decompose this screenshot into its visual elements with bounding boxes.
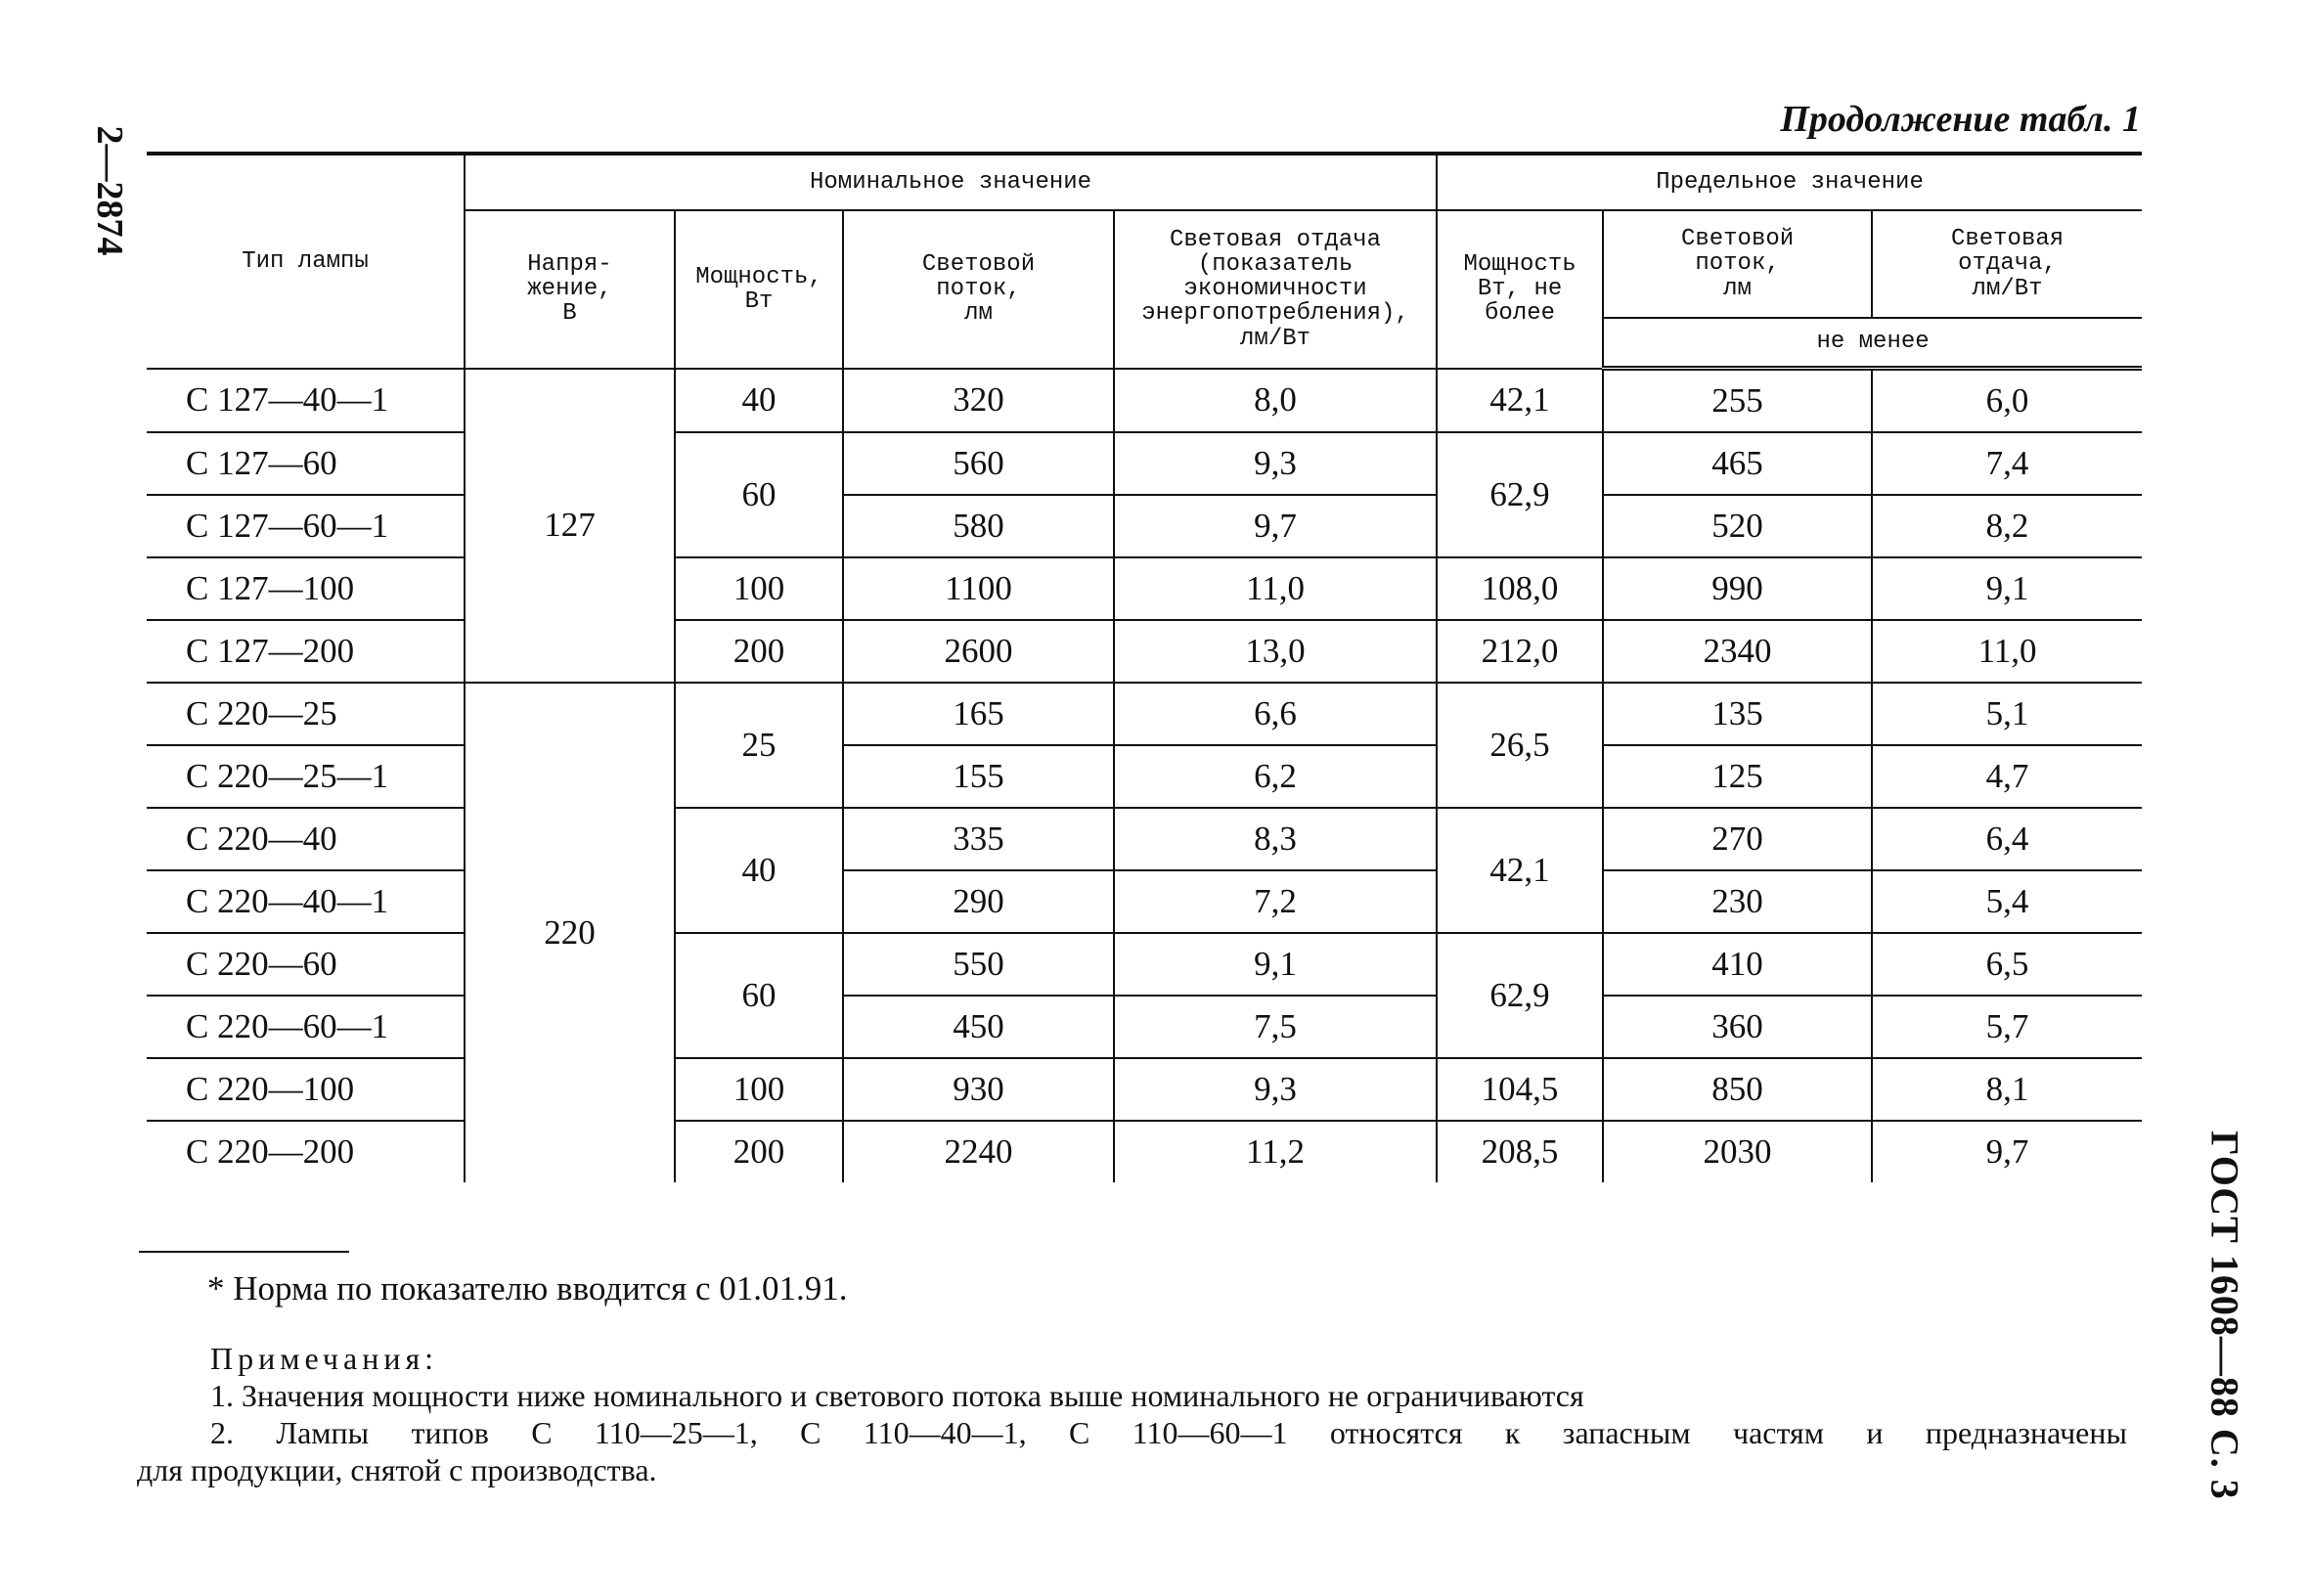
cell-efficacy-min: 7,4 — [1872, 432, 2142, 495]
cell-type: С 127—60—1 — [147, 495, 465, 557]
note-2-line-1: 2. Лампы типов С 110—25—1, С 110—40—1, С 110—60—1 относятся к запасным частям и предназначены — [210, 1415, 2127, 1450]
cell-efficacy-min: 4,7 — [1872, 745, 2142, 808]
cell-efficacy: 9,3 — [1114, 1058, 1437, 1121]
cell-efficacy-min: 5,1 — [1872, 683, 2142, 745]
cell-type: С 220—60 — [147, 933, 465, 996]
cell-power-max: 62,9 — [1437, 432, 1603, 557]
footnote-rule — [139, 1251, 349, 1253]
cell-power: 60 — [675, 432, 843, 557]
cell-efficacy-min: 5,4 — [1872, 870, 2142, 933]
cell-flux-min: 360 — [1603, 996, 1872, 1058]
cell-power-max: 42,1 — [1437, 369, 1603, 433]
header-voltage: Напря- жение, В — [465, 210, 675, 369]
cell-flux: 560 — [843, 432, 1114, 495]
notes-block — [137, 1340, 2127, 1488]
cell-flux: 450 — [843, 996, 1114, 1058]
cell-flux: 550 — [843, 933, 1114, 996]
lamp-parameters-table — [147, 152, 2142, 1182]
cell-flux: 155 — [843, 745, 1114, 808]
page-number-side: 2—2874 — [89, 125, 130, 256]
table-row — [147, 996, 2142, 1058]
header-flux-min: Световой поток, лм — [1603, 210, 1872, 318]
cell-power-max: 212,0 — [1437, 620, 1603, 683]
document-standard-label: ГОСТ 1608—88 С. 3 — [2202, 1130, 2247, 1500]
cell-power: 60 — [675, 933, 843, 1058]
cell-type: С 220—40—1 — [147, 870, 465, 933]
cell-flux: 2600 — [843, 620, 1114, 683]
table-row — [147, 1058, 2142, 1121]
header-flux: Световой поток, лм — [843, 210, 1114, 369]
cell-type: С 220—40 — [147, 808, 465, 870]
cell-efficacy-min: 6,0 — [1872, 369, 2142, 433]
cell-flux-min: 520 — [1603, 495, 1872, 557]
table-row — [147, 620, 2142, 683]
cell-flux-min: 135 — [1603, 683, 1872, 745]
cell-type: С 220—60—1 — [147, 996, 465, 1058]
cell-type: С 127—40—1 — [147, 369, 465, 433]
cell-efficacy-min: 9,1 — [1872, 557, 2142, 620]
table-continuation-caption: Продолжение табл. 1 — [1780, 99, 2141, 140]
notes-heading: Примечания: — [210, 1341, 439, 1376]
cell-power: 200 — [675, 620, 843, 683]
cell-flux: 930 — [843, 1058, 1114, 1121]
cell-flux: 290 — [843, 870, 1114, 933]
table-row — [147, 683, 2142, 745]
cell-efficacy: 6,6 — [1114, 683, 1437, 745]
cell-type: С 220—100 — [147, 1058, 465, 1121]
table-row — [147, 808, 2142, 870]
cell-efficacy: 11,0 — [1114, 557, 1437, 620]
cell-type: С 127—100 — [147, 557, 465, 620]
cell-efficacy-min: 5,7 — [1872, 996, 2142, 1058]
cell-flux-min: 255 — [1603, 369, 1872, 433]
cell-power: 100 — [675, 557, 843, 620]
cell-type: С 220—25 — [147, 683, 465, 745]
cell-efficacy: 13,0 — [1114, 620, 1437, 683]
table-row — [147, 745, 2142, 808]
cell-power: 25 — [675, 683, 843, 808]
note-1: 1. Значения мощности ниже номинального и светового потока выше номинального не ограничиваются — [210, 1378, 1584, 1413]
table-row — [147, 369, 2142, 433]
cell-power-max: 208,5 — [1437, 1121, 1603, 1182]
header-efficacy: Световая отдача (показатель экономичности энергопотребления), лм/Вт — [1114, 210, 1437, 369]
header-nominal-group: Номинальное значение — [465, 154, 1437, 210]
cell-flux-min: 2340 — [1603, 620, 1872, 683]
cell-efficacy: 7,2 — [1114, 870, 1437, 933]
cell-efficacy: 6,2 — [1114, 745, 1437, 808]
footnote: * Норма по показателю вводится с 01.01.91. — [207, 1269, 848, 1308]
table-row — [147, 557, 2142, 620]
cell-efficacy: 9,3 — [1114, 432, 1437, 495]
note-2-line-2: для продукции, снятой с производства. — [137, 1452, 657, 1487]
cell-flux-min: 270 — [1603, 808, 1872, 870]
cell-flux-min: 230 — [1603, 870, 1872, 933]
header-limit-group: Предельное значение — [1437, 154, 2142, 210]
cell-voltage: 127 — [465, 369, 675, 684]
cell-flux-min: 850 — [1603, 1058, 1872, 1121]
cell-flux: 1100 — [843, 557, 1114, 620]
cell-flux: 580 — [843, 495, 1114, 557]
cell-flux: 335 — [843, 808, 1114, 870]
table-row — [147, 432, 2142, 495]
table-row — [147, 495, 2142, 557]
cell-type: С 220—200 — [186, 1132, 355, 1171]
cell-efficacy: 9,7 — [1114, 495, 1437, 557]
cell-flux: 320 — [843, 369, 1114, 433]
cell-efficacy-min: 6,5 — [1872, 933, 2142, 996]
cell-power-max: 42,1 — [1437, 808, 1603, 933]
cell-flux-min: 465 — [1603, 432, 1872, 495]
cell-type: С 220—25—1 — [147, 745, 465, 808]
cell-power-max: 104,5 — [1437, 1058, 1603, 1121]
cell-type: С 127—200 — [147, 620, 465, 683]
cell-efficacy-min: 8,1 — [1872, 1058, 2142, 1121]
header-power-max: Мощность Вт, не более — [1437, 210, 1603, 369]
cell-flux-min: 2030 — [1603, 1121, 1872, 1182]
cell-type: С 127—60 — [147, 432, 465, 495]
cell-power: 200 — [675, 1121, 843, 1182]
cell-power-max: 108,0 — [1437, 557, 1603, 620]
table-row — [147, 933, 2142, 996]
cell-efficacy: 7,5 — [1114, 996, 1437, 1058]
header-lamp-type: Тип лампы — [147, 154, 465, 369]
cell-voltage: 220 — [465, 683, 675, 1182]
header-efficacy-min: Световая отдача, лм/Вт — [1872, 210, 2142, 318]
cell-efficacy-min: 9,7 — [1872, 1121, 2142, 1182]
header-power: Мощность, Вт — [675, 210, 843, 369]
cell-flux-min: 125 — [1603, 745, 1872, 808]
cell-flux-min: 990 — [1603, 557, 1872, 620]
cell-flux: 2240 — [843, 1121, 1114, 1182]
cell-power: 40 — [675, 808, 843, 933]
cell-efficacy-min: 11,0 — [1872, 620, 2142, 683]
cell-power: 40 — [675, 369, 843, 433]
cell-efficacy-min: 8,2 — [1872, 495, 2142, 557]
cell-efficacy: 8,0 — [1114, 369, 1437, 433]
cell-power: 100 — [675, 1058, 843, 1121]
table-row — [147, 870, 2142, 933]
cell-efficacy: 11,2 — [1114, 1121, 1437, 1182]
header-not-less: не менее — [1603, 318, 2142, 369]
cell-power-max: 62,9 — [1437, 933, 1603, 1058]
cell-efficacy-min: 6,4 — [1872, 808, 2142, 870]
cell-power-max: 26,5 — [1437, 683, 1603, 808]
cell-flux-min: 410 — [1603, 933, 1872, 996]
cell-efficacy: 9,1 — [1114, 933, 1437, 996]
table-row — [147, 1121, 2142, 1182]
cell-efficacy: 8,3 — [1114, 808, 1437, 870]
cell-flux: 165 — [843, 683, 1114, 745]
